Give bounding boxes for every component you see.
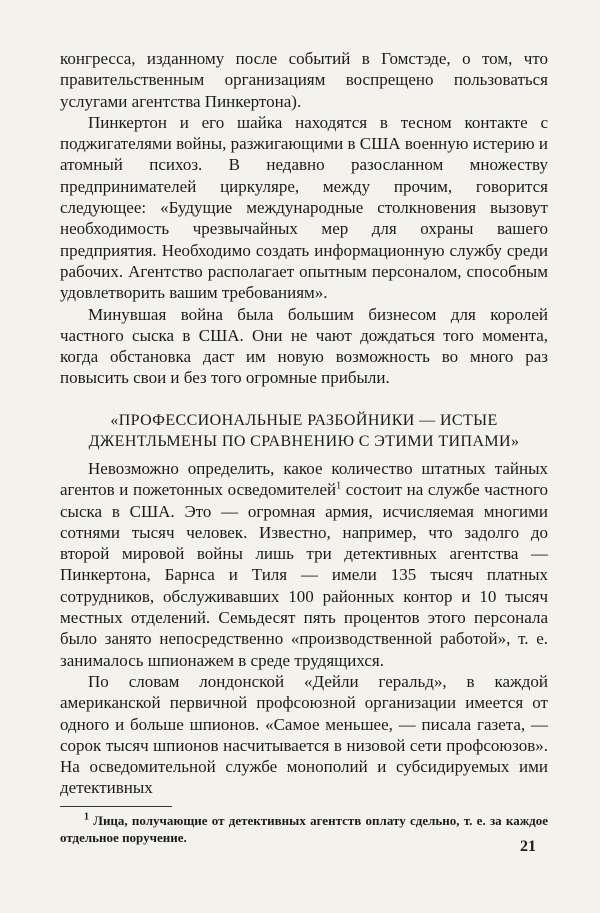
page-number: 21 [520, 838, 536, 855]
paragraph-pinkerton: Пинкертон и его шайка находятся в тесном контакте с поджигателями войны, разжигающими в США военную истерию и атомный психоз. В недавно разосланном множеству предпринимателей циркуляре, между прочим, говорится следующее: «Будущие международные столкновения вызовут необходимость чрезвычайных мер для охраны вашего предприятия. Необходимо создать информационную службу среди рабочих. Агентство располагает опытным персоналом, способным удовлетворить вашим требованиям». [60, 112, 548, 303]
paragraph-agents-count-part-a: Невозможно определить, какое количество штатных тайных агентов и пожетонных осведомителей [60, 459, 548, 500]
paragraph-continued: конгресса, изданному после событий в Гомстэде, о том, что правительственным организациям воспрещено пользоваться услугами агентства Пинкертона). [60, 49, 548, 111]
paragraph-war-business: Минувшая война была большим бизнесом для королей частного сыска в США. Они не чают дождаться того момента, когда обстановка даст им новую возможность во много раз повысить свои и без того огромные прибыли. [60, 304, 548, 388]
section-heading [60, 410, 548, 452]
paragraph-agents-count-part-b: состоит на службе частного сыска в США. Это — огромная армия, исчисляемая многими сотнями тысяч человек. Известно, например, что задолго до второй мировой войны лишь три детективных агентства — Пинкертона, Барнса и Тиля — имели 135 тысяч платных сотрудников, обслуживавших 100 районных контор и 10 тысяч местных отделений. Семьдесят пять процентов этого персонала было занято непосредственно «производственной работой», т. е. занималось шпионажем в среде трудящихся. [60, 480, 548, 670]
footnote-divider [60, 806, 172, 807]
footnote [60, 812, 548, 846]
body-text-top [60, 48, 548, 389]
section-heading-line-1: «ПРОФЕССИОНАЛЬНЫЕ РАЗБОЙНИКИ — ИСТЫЕ [110, 412, 498, 429]
section-heading-line-2: ДЖЕНТЛЬМЕНЫ ПО СРАВНЕНИЮ С ЭТИМИ ТИПАМИ» [88, 433, 520, 450]
footnote-mark: 1 [84, 811, 89, 823]
footnote-reference-mark: 1 [336, 480, 342, 492]
paragraph-daily-herald: По словам лондонской «Дейли геральд», в каждой американской первичной профсоюзной организации имеется от одного и больше шпионов. «Самое меньшее, — писала газета, — сорок тысяч шпионов насчитывается в низовой сети профсоюзов». На осведомительной службе монополий и субсидируемых ими детективных [60, 671, 548, 798]
body-text-section [60, 458, 548, 799]
paragraph-agents-count [60, 458, 548, 671]
footnote-text: Лица, получающие от детективных агентств оплату сдельно, т. е. за каждое отдельное поручение. [60, 813, 548, 845]
